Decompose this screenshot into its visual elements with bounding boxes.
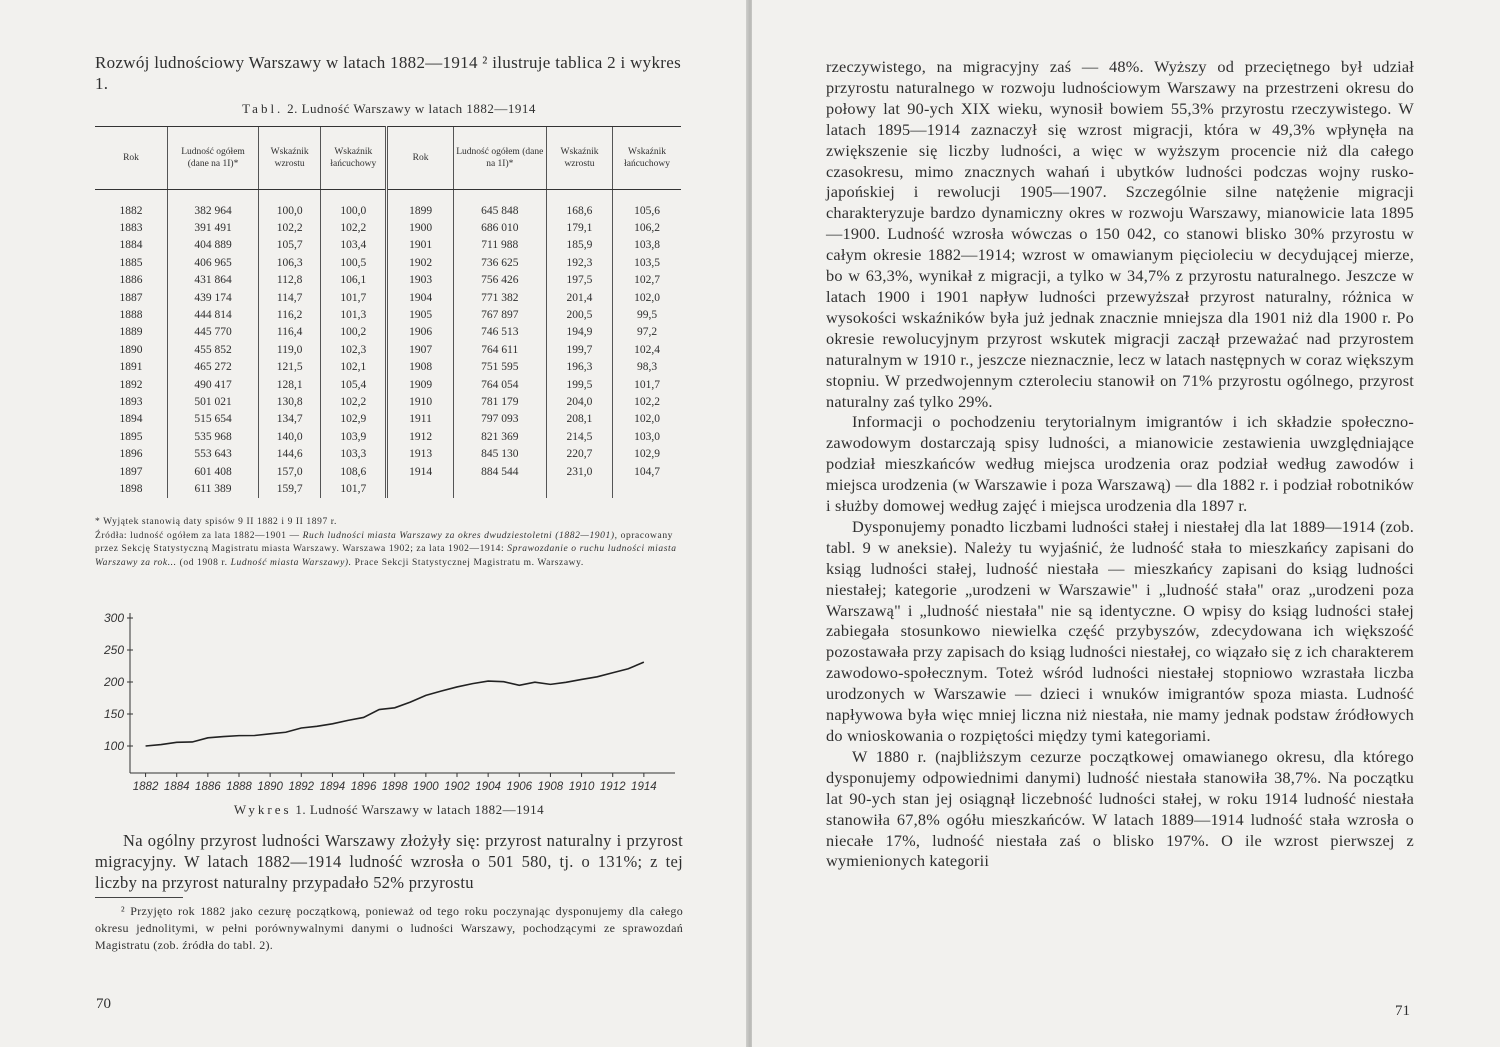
table-cell: 553 643 — [167, 445, 258, 462]
table-cell: 751 595 — [453, 359, 546, 376]
table-cell: 102,9 — [321, 411, 387, 428]
table-cell: 102,7 — [613, 272, 681, 289]
table-cell: 756 426 — [453, 272, 546, 289]
table-cell: 515 654 — [167, 411, 258, 428]
table-cell: 1894 — [119, 413, 143, 426]
x-tick-label: 1912 — [599, 781, 626, 793]
table-row — [95, 324, 681, 341]
table-row — [95, 393, 681, 410]
header-cell: Ludność ogółem (dane na 1I)* — [453, 127, 546, 190]
table-cell: 736 625 — [453, 254, 546, 271]
table-row — [95, 254, 681, 271]
table-row — [95, 202, 681, 219]
x-tick-label: 1896 — [350, 781, 377, 793]
table-cell: 105,7 — [259, 237, 321, 254]
table-cell: 194,9 — [546, 324, 612, 341]
table-cell: 119,0 — [259, 341, 321, 358]
table-cell: 231,0 — [546, 463, 612, 480]
chart-caption-title: 1. Ludność Warszawy w latach 1882—1914 — [295, 802, 545, 817]
table-cell: 102,2 — [321, 393, 387, 410]
table-cell: 102,1 — [321, 359, 387, 376]
y-tick-label: 250 — [103, 643, 124, 657]
table-cell — [546, 480, 612, 497]
table-cell: 1901 — [387, 237, 453, 254]
table-row — [95, 411, 681, 428]
table-cell: 764 611 — [453, 341, 546, 358]
table-cell: 445 770 — [167, 324, 258, 341]
table-cell: 103,4 — [321, 237, 387, 254]
x-tick-label: 1886 — [195, 781, 221, 793]
table-cell: 103,9 — [321, 428, 387, 445]
table-cell: 100,0 — [321, 202, 387, 219]
y-tick-label: 100 — [103, 739, 124, 753]
x-tick-label: 1898 — [381, 781, 408, 793]
paragraph: Informacji o pochodzeniu terytorialnym imigrantów i ich składzie społeczno-zawodowym dostarczają spisy ludności, a mianowicie zestawienia uwzględniające podział mieszkańców według miejsca urodzenia oraz podział według zawodów i miejsca urodzenia (w Warszawie i poza Warszawą) — dla 1882 r. i podział robotników i służby domowej według zajęć i miejsca urodzenia dla 1897 r. — [826, 412, 1414, 516]
table-cell: 214,5 — [546, 428, 612, 445]
table-cell: 1890 — [119, 343, 143, 356]
table-cell: 103,8 — [613, 237, 681, 254]
table-cell: 1910 — [387, 393, 453, 410]
table-cell: 102,3 — [321, 341, 387, 358]
sources-text: ludność ogółem za lata 1882—1901 — — [130, 530, 300, 541]
header-cell: Ludność ogółem (dane na 1I)* — [167, 127, 258, 190]
table-row — [95, 445, 681, 462]
table-cell: 192,3 — [546, 254, 612, 271]
table-cell: 455 852 — [167, 341, 258, 358]
table-cell: 201,4 — [546, 289, 612, 306]
table-cell: 797 093 — [453, 411, 546, 428]
table-cell: 102,9 — [613, 445, 681, 462]
table-caption — [95, 101, 683, 117]
table-cell: 1882 — [119, 204, 143, 217]
table-row — [95, 341, 681, 358]
table-cell: 103,3 — [321, 445, 387, 462]
table-cell: 444 814 — [167, 306, 258, 323]
table-cell: 220,7 — [546, 445, 612, 462]
left-page — [0, 0, 748, 1047]
table-cell: 121,5 — [259, 359, 321, 376]
x-tick-label: 1892 — [288, 781, 315, 793]
table-cell: 185,9 — [546, 237, 612, 254]
table-cell: 1906 — [387, 324, 453, 341]
x-tick-label: 1910 — [568, 781, 595, 793]
table-caption-prefix: Tabl. — [242, 101, 284, 116]
header-cell: Rok — [387, 127, 453, 190]
table-cell: 108,6 — [321, 463, 387, 480]
table-header-row — [95, 127, 681, 190]
table-cell: 104,7 — [613, 463, 681, 480]
sources-label: Źródła: — [95, 530, 128, 541]
table-cell: 645 848 — [453, 202, 546, 219]
table-cell: 465 272 — [167, 359, 258, 376]
page-number-left: 70 — [96, 996, 111, 1012]
sources-text: Prace Sekcji Statystycznej Magistratu m. Warszawy. — [354, 557, 584, 568]
table-cell: 102,0 — [613, 411, 681, 428]
table-cell: 128,1 — [259, 376, 321, 393]
table-cell: 406 965 — [167, 254, 258, 271]
table-cell: 535 968 — [167, 428, 258, 445]
sources-title: Sprawozdanie o ruchu ludności miasta Warszawy za rok... — [95, 544, 677, 568]
header-cell: Wskaźnik łańcuchowy — [613, 127, 681, 190]
table-cell: 100,5 — [321, 254, 387, 271]
table-cell: 845 130 — [453, 445, 546, 462]
table-cell: 686 010 — [453, 219, 546, 236]
table-cell: 197,5 — [546, 272, 612, 289]
header-cell: Wskaźnik wzrostu — [259, 127, 321, 190]
x-tick-label: 1904 — [475, 781, 501, 793]
table-cell: 116,4 — [259, 324, 321, 341]
table-cell: 168,6 — [546, 202, 612, 219]
table-cell: 106,3 — [259, 254, 321, 271]
table-cell: 1893 — [119, 395, 143, 408]
table-cell: 1902 — [387, 254, 453, 271]
x-tick-label: 1894 — [319, 781, 346, 793]
population-table — [95, 126, 681, 498]
header-cell: Wskaźnik wzrostu — [546, 127, 612, 190]
table-cell: 106,2 — [613, 219, 681, 236]
table-cell — [387, 480, 453, 497]
table-cell: 611 389 — [167, 480, 258, 497]
table-cell: 105,6 — [613, 202, 681, 219]
table-cell: 179,1 — [546, 219, 612, 236]
table-cell: 144,6 — [259, 445, 321, 462]
sources-title: Ludność miasta Warszawy). — [230, 557, 352, 568]
x-tick-label: 1884 — [163, 781, 190, 793]
table-cell: 884 544 — [453, 463, 546, 480]
header-cell: Wskaźnik łańcuchowy — [321, 127, 387, 190]
table-caption-title: 2. Ludność Warszawy w latach 1882—1914 — [287, 101, 536, 116]
x-tick-label: 1902 — [444, 781, 470, 793]
table-row — [95, 237, 681, 254]
table-cell: 1889 — [119, 326, 143, 339]
table-cell: 140,0 — [259, 428, 321, 445]
table-cell: 208,1 — [546, 411, 612, 428]
table-cell: 103,5 — [613, 254, 681, 271]
table-cell: 711 988 — [453, 237, 546, 254]
sources-note — [95, 530, 683, 571]
table-cell: 1914 — [387, 463, 453, 480]
table-cell: 1908 — [387, 359, 453, 376]
table-cell: 99,5 — [613, 306, 681, 323]
table-cell: 105,4 — [321, 376, 387, 393]
table-cell: 1899 — [387, 202, 453, 219]
table-row — [95, 219, 681, 236]
body-text — [95, 830, 683, 893]
chart-caption-prefix: Wykres — [233, 802, 292, 817]
table-cell: 1909 — [387, 376, 453, 393]
x-tick-label: 1882 — [132, 781, 159, 793]
population-line-chart — [95, 603, 685, 799]
table-cell: 1905 — [387, 306, 453, 323]
table-cell: 101,7 — [321, 480, 387, 497]
table-cell — [453, 480, 546, 497]
footnote-rule — [95, 897, 183, 898]
table-cell: 404 889 — [167, 237, 258, 254]
right-page-text — [826, 57, 1414, 872]
table-cell: 1886 — [119, 274, 143, 287]
x-tick-label: 1914 — [631, 781, 657, 793]
x-tick-label: 1908 — [537, 781, 564, 793]
table-cell: 490 417 — [167, 376, 258, 393]
table-cell: 1900 — [387, 219, 453, 236]
table-row — [95, 463, 681, 480]
table-cell: 100,0 — [259, 202, 321, 219]
table-row — [95, 272, 681, 289]
table-cell: 159,7 — [259, 480, 321, 497]
table-cell: 1911 — [387, 411, 453, 428]
y-tick-label: 150 — [103, 707, 124, 721]
table-row — [95, 289, 681, 306]
table-cell: 501 021 — [167, 393, 258, 410]
table-cell: 1888 — [119, 309, 143, 322]
table-row — [95, 306, 681, 323]
table-cell: 199,7 — [546, 341, 612, 358]
x-tick-label: 1906 — [506, 781, 533, 793]
paragraph: rzeczywistego, na migracyjny zaś — 48%. Wyższy od przeciętnego był udział przyrostu naturalnego w rozwoju ludnościowym Warszawy na przestrzeni okresu do połowy lat 90-ych XIX wieku, wynosił bowiem 55,3% przyrostu rzeczywistego. W latach 1895—1914 zaznaczył się wzrost migracji, która w 49,3% wpłynęła na zwiększenie się liczby ludności, a więc w wyższym procencie niż dla całego czasokresu, mimo znacznych wahań i ubytków ludności podczas wojny rusko-japońskiej i rewolucji 1905—1907. Szczególnie silne natężenie migracji charakteryzuje bardzo dynamiczny okres w rozwoju Warszawy, mianowicie lata 1895—1900. Ludność wzrosła wówczas o 150 042, co stanowi blisko 30% przyrostu w całym okresie 1882—1914; wzrost w omawianym pięcioleciu w decydującej mierze, bo w 63,3%, wynikał z migracji, a tylko w 34,7% z przyrostu naturalnego. Jeszcze w latach 1900 i 1901 napływ ludności przewyższał przyrost naturalny, różnica w wysokości wskaźników była już jednak znacznie mniejsza dla 1901 niż dla 1900 r. Po okresie rewolucyjnym przyrost wskutek migracji zaczął przeważać nad przyrostem naturalnym w 1910 r., jeszcze nieznacznie, lecz w latach następnych w coraz większym stopniu. W przedwojennym czteroleciu stanowił on 71% przyrostu ogólnego, przyrost naturalny zaś tylko 29%. — [826, 57, 1414, 411]
body-paragraph: Na ogólny przyrost ludności Warszawy złożyły się: przyrost naturalny i przyrost migracyjny. W latach 1882—1914 ludność wzrosła o 501 580, tj. o 131%; z tej liczby na przyrost naturalny przypadało 52% przyrostu — [95, 831, 683, 892]
table-cell: 1907 — [387, 341, 453, 358]
table-cell: 102,4 — [613, 341, 681, 358]
table-cell: 1904 — [387, 289, 453, 306]
table-cell: 199,5 — [546, 376, 612, 393]
header-cell: Rok — [95, 127, 167, 190]
table-cell: 1896 — [119, 448, 143, 461]
table-cell: 204,0 — [546, 393, 612, 410]
table-cell: 116,2 — [259, 306, 321, 323]
table-cell: 601 408 — [167, 463, 258, 480]
table-cell: 1892 — [119, 378, 143, 391]
table-cell: 102,2 — [613, 393, 681, 410]
table-cell: 102,0 — [613, 289, 681, 306]
table-cell: 771 382 — [453, 289, 546, 306]
table-cell: 1913 — [387, 445, 453, 462]
footnote-star: * Wyjątek stanowią daty spisów 9 II 1882 i 9 II 1897 r. — [95, 517, 338, 527]
table-row — [95, 359, 681, 376]
sources-title: Ruch ludności miasta Warszawy za okres dwudziestoletni (1882—1901), — [302, 530, 618, 541]
table-cell: 1912 — [387, 428, 453, 445]
table-cell: 102,2 — [259, 219, 321, 236]
table-cell: 97,2 — [613, 324, 681, 341]
table-row — [95, 480, 681, 497]
table-cell: 391 491 — [167, 219, 258, 236]
right-page — [752, 0, 1500, 1047]
table-cell: 1897 — [119, 465, 143, 478]
table-cell: 100,2 — [321, 324, 387, 341]
chart-caption — [95, 802, 683, 818]
population-series-line — [146, 662, 644, 746]
table-cell: 781 179 — [453, 393, 546, 410]
table-cell: 103,0 — [613, 428, 681, 445]
table-cell: 764 054 — [453, 376, 546, 393]
y-tick-label: 200 — [103, 675, 124, 689]
table-cell: 200,5 — [546, 306, 612, 323]
table-cell: 102,2 — [321, 219, 387, 236]
table-cell: 101,7 — [613, 376, 681, 393]
table-cell: 767 897 — [453, 306, 546, 323]
table-cell: 101,7 — [321, 289, 387, 306]
table-cell: 157,0 — [259, 463, 321, 480]
table-cell: 1898 — [119, 482, 143, 495]
x-tick-label: 1900 — [413, 781, 439, 793]
table-cell: 1891 — [119, 361, 143, 374]
table-row — [95, 376, 681, 393]
table-cell: 746 513 — [453, 324, 546, 341]
table-cell: 1885 — [119, 256, 143, 269]
x-tick-label: 1890 — [257, 781, 283, 793]
table-row — [95, 428, 681, 445]
table-cell: 1883 — [119, 222, 143, 235]
x-tick-label: 1888 — [226, 781, 252, 793]
table-cell: 101,3 — [321, 306, 387, 323]
table-cell: 439 174 — [167, 289, 258, 306]
table-cell: 382 964 — [167, 202, 258, 219]
table-footnotes — [95, 516, 683, 570]
table-cell: 112,8 — [259, 272, 321, 289]
table-cell: 1884 — [119, 239, 143, 252]
table-cell: 114,7 — [259, 289, 321, 306]
table-cell: 130,8 — [259, 393, 321, 410]
table-cell — [613, 480, 681, 497]
intro-text: Rozwój ludnościowy Warszawy w latach 1882—1914 ² ilustruje tablica 2 i wykres 1. — [95, 53, 681, 93]
table-cell: 821 369 — [453, 428, 546, 445]
table-cell: 134,7 — [259, 411, 321, 428]
table-cell: 106,1 — [321, 272, 387, 289]
sources-text: (od 1908 r. — [179, 557, 228, 568]
paragraph: Dysponujemy ponadto liczbami ludności stałej i niestałej dla lat 1889—1914 (zob. tabl. 9 w aneksie). Należy tu wyjaśnić, że ludność stała to mieszkańcy zapisani do ksiąg ludności stałej, ludność niestała — mieszkańcy zapisani do ksiąg ludności niestałej; kategorie „urodzeni w Warszawie" i „ludność stała" oraz „urodzeni poza Warszawą" i „ludność niestała" nie są identyczne. O wpisy do ksiąg ludności stałej zabiegała stosunkowo niewielka część przybyszów, zdecydowana ich większość pozostawała przy zapisach do ksiąg ludności niestałej, co wiązało się z ich charakterem zawodowo-społecznym. Toteż wśród ludności niestałej stopniowo wzrastała liczba urodzonych w Warszawie — dzieci i wnuków imigrantów spoza miasta. Ludność napływowa była więc mniej liczna niż niestała, nie mamy jednak podstaw źródłowych do wnioskowania o rozpiętości między tymi kategoriami. — [826, 516, 1414, 745]
y-tick-label: 300 — [103, 611, 124, 625]
table-cell: 1895 — [119, 430, 143, 443]
paragraph: W 1880 r. (najbliższym cezurze początkowej omawianego okresu, dla którego dysponujemy odpowiednimi danymi) ludność niestała stanowiła 38,7%. Na początku lat 90-ych stan jej osiągnął liczebność ludności stałej, w roku 1914 ludność niestała stanowiła 67,8% ogółu mieszkańców. W latach 1889—1914 ludność stała wzrosła o niecałe 17%, ludność niestała zaś o blisko 197%. O ile wzrost pierwszej z wymienionych kategorii — [826, 746, 1414, 871]
table-cell: 1903 — [387, 272, 453, 289]
sources-text: opracowany przez Sekcję Statystyczną Magistratu miasta Warszawy. Warszawa 1902; za lata 1902—1914: — [95, 530, 674, 554]
table-cell: 98,3 — [613, 359, 681, 376]
table-cell: 431 864 — [167, 272, 258, 289]
table-cell: 196,3 — [546, 359, 612, 376]
table-cell: 1887 — [119, 291, 143, 304]
page-number-right: 71 — [1395, 1003, 1410, 1019]
footnote-2: ² Przyjęto rok 1882 jako cezurę początkową, ponieważ od tego roku poczynając dysponujemy dla całego okresu jednolitymi, w pełni porównywalnymi danymi o ludności Warszawy, pochodzącymi ze sprawozdań Magistratu (zob. źródła do tabl. 2). — [95, 904, 683, 952]
